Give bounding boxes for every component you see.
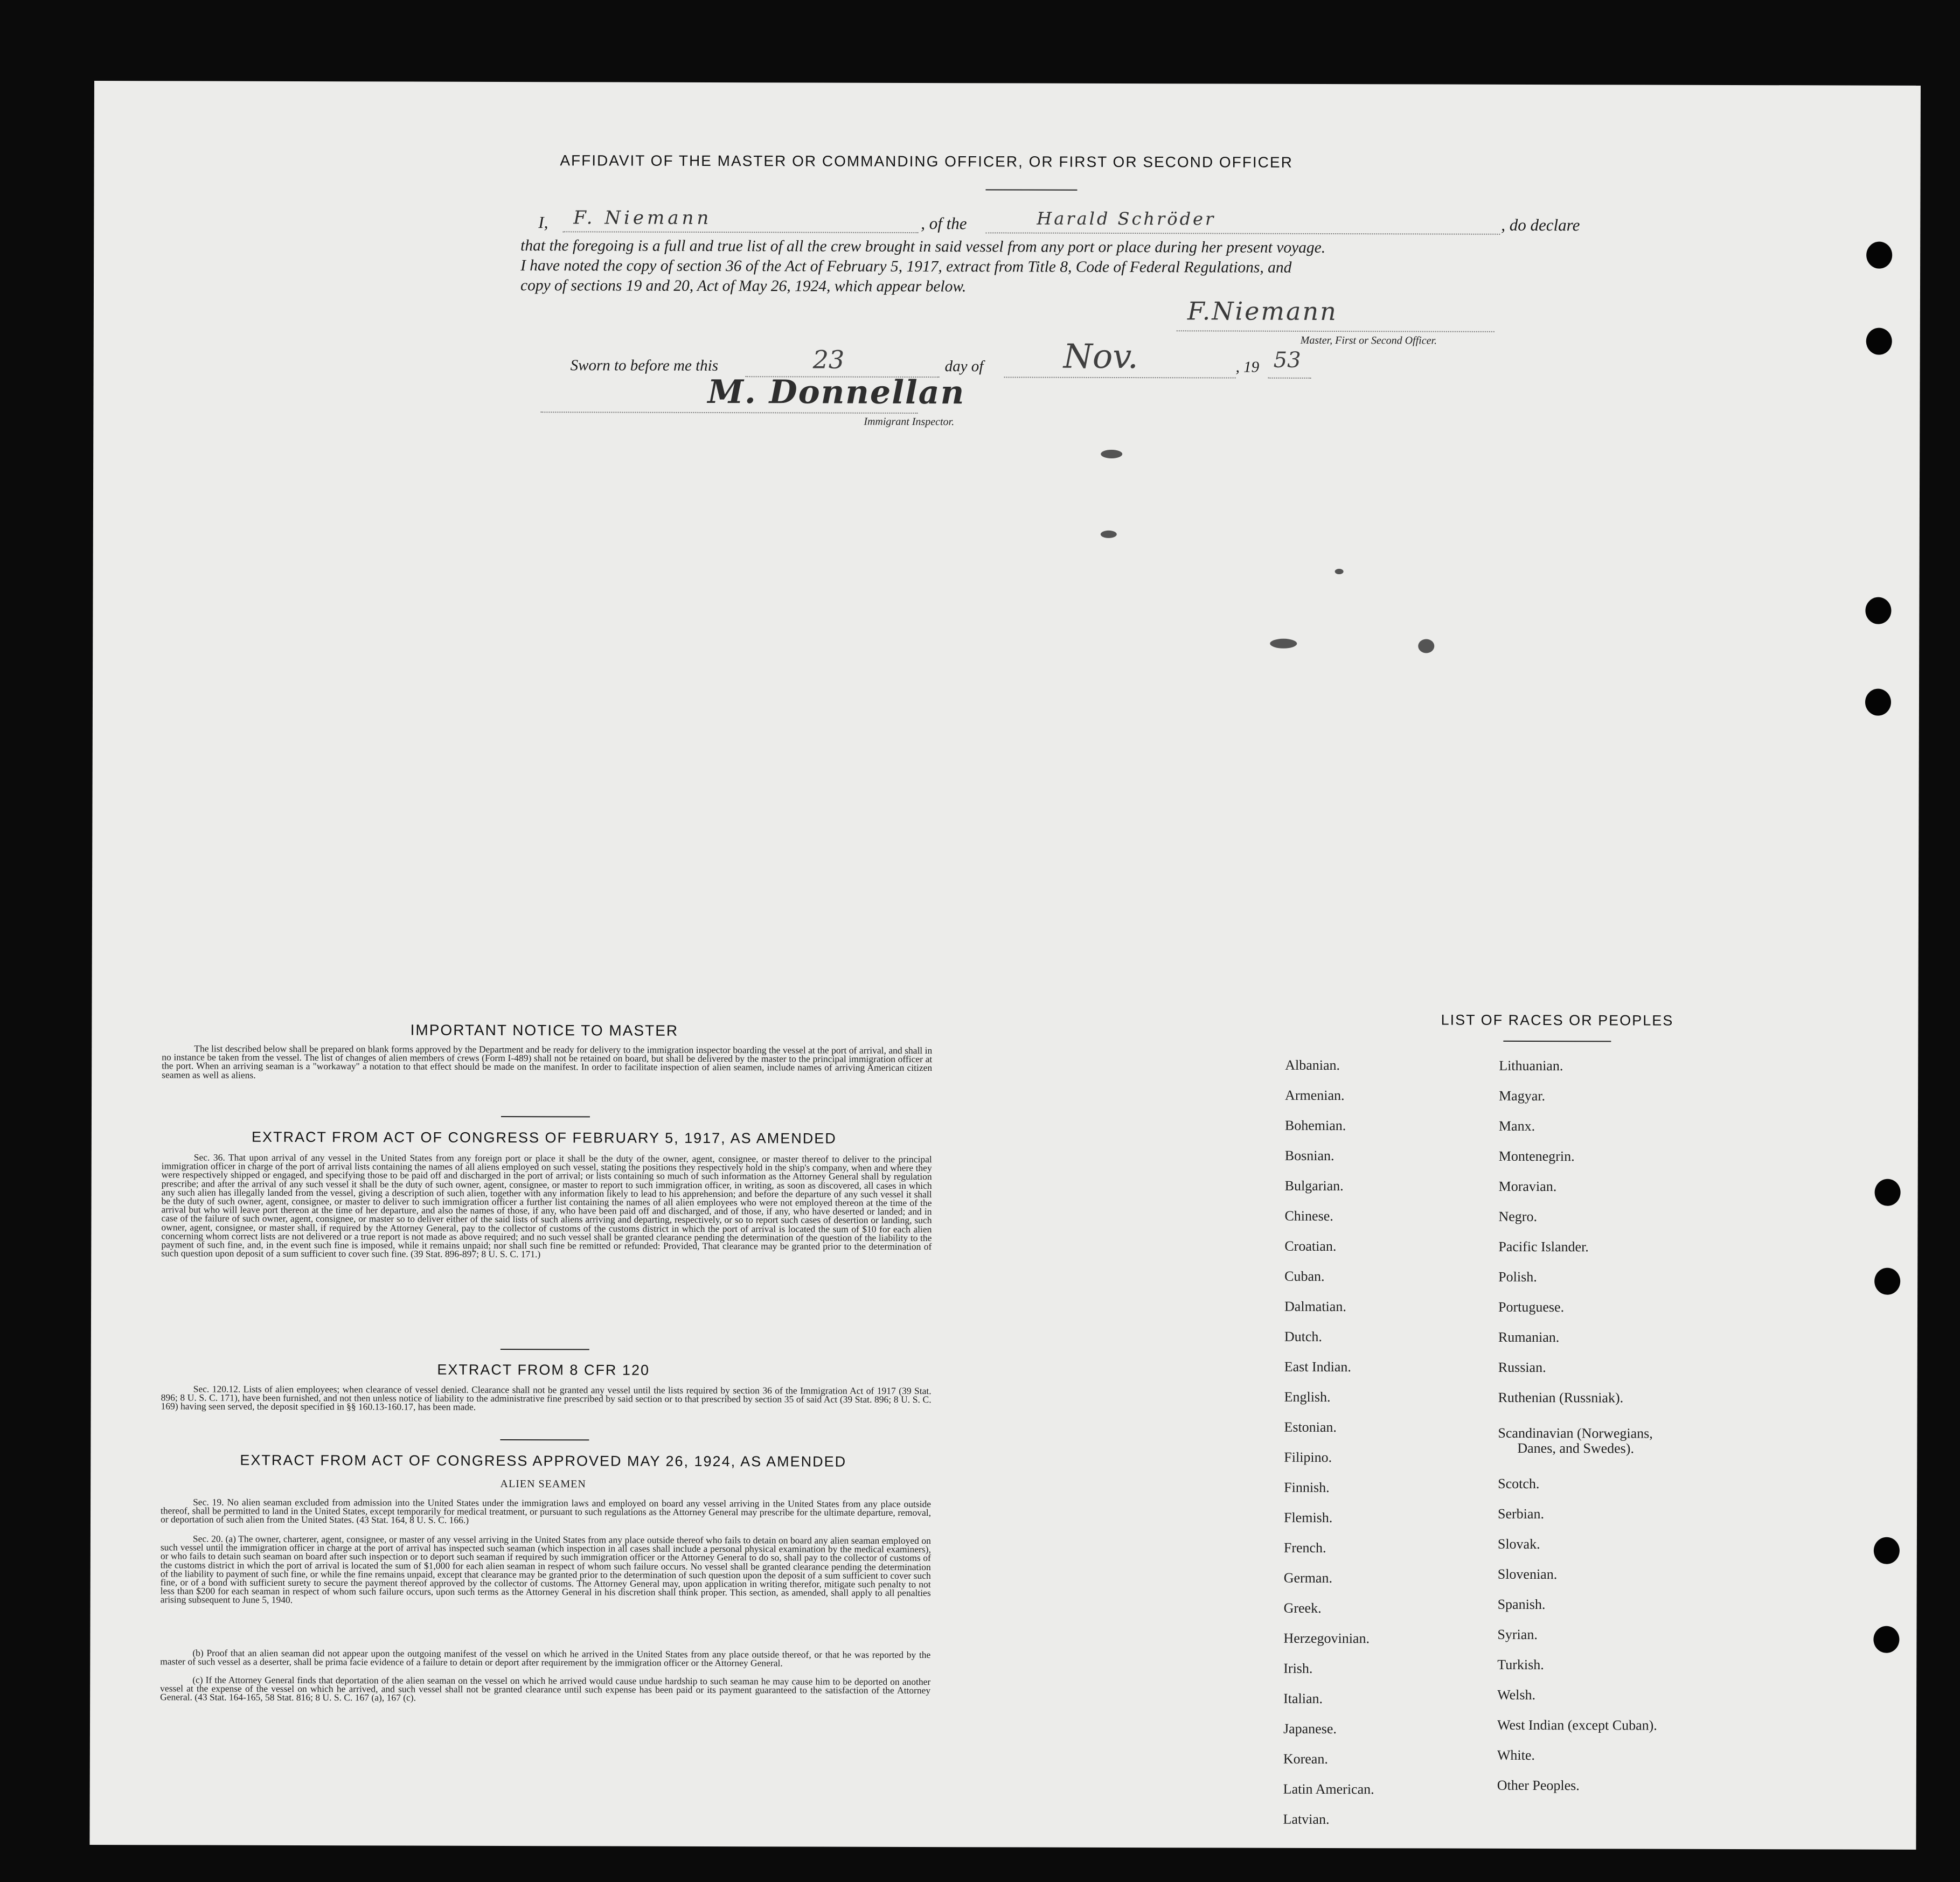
race-item: Cuban.: [1284, 1268, 1325, 1284]
sec20b-text: (b) Proof that an alien seaman did not appear upon the outgoing manifest of the vessel on which he arrived in the United States from any place outside thereof, or that he was reported by the master of such vessel as a deserter, shall be prima facie evidence of a failure to detain or deport after requirement by the immigration officer or the Attorney General.: [160, 1647, 931, 1669]
race-item: Croatian.: [1284, 1238, 1337, 1254]
race-item: Welsh.: [1497, 1686, 1536, 1703]
race-item: Bohemian.: [1284, 1117, 1346, 1134]
master-caption: Master, First or Second Officer.: [1300, 334, 1437, 347]
master-name-blank: [562, 231, 918, 233]
race-item: Ruthenian (Russniak).: [1498, 1389, 1624, 1406]
extract-1917-text: Sec. 36. That upon arrival of any vessel in the United States from any foreign port or place it shall be the duty of the owner, agent, consignee, or master thereof to deliver to the principal immigration officer in charge of the port of arrival lists containing the names of all aliens employed on such vessel, stating the positions they respectively hold in the ship's company, when and where they were respectively shipped or engaged, and specifying those to be paid off and discharged in the port of arrival; or lists containing so much of such information as the Attorney General shall by regulation prescribe; and after the arrival of any such vessel it shall be the duty of such owner, agent, consignee, or master to report to such immigration officer, in writing, as soon as discovered, all cases in which any such alien has illegally landed from the vessel, giving a description of such alien, together with any information likely to lead to his apprehension; and before the departure of any such vessel it shall be the duty of such owner, agent, consignee, or master to deliver to such immigration officer a further list containing the names of all alien employees who were not employed thereon at the time of the arrival but who will leave port thereon at the time of her departure, and also the names of those, if any, who have been paid off and discharged, and of those, if any, who have deserted or landed; and in case of the failure of such owner, agent, consignee, or master so to deliver either of the said lists of such aliens arriving and departing, respectively, or so to report such cases of desertion or landing, such owner, agent, consignee, or master shall, if required by the Attorney General, pay to the collector of customs of the customs district in which the port of arrival is located the sum of $10 for each alien concerning whom correct lists are not delivered or a true report is not made as above required; and no such vessel shall be granted clearance pending the determination of the question of the liability to the payment of such fine, and, in the event such fine is imposed, while it remains unpaid; nor shall such fine be remitted or refunded: Provided, That clearance may be granted prior to the determination of such question upon deposit of a sum sufficient to cover such fine. (39 Stat. 896-897; 8 U. S. C. 171.): [161, 1152, 932, 1260]
race-item: Serbian.: [1498, 1505, 1545, 1522]
punch-hole: [1865, 689, 1891, 716]
extract-cfr-title: EXTRACT FROM 8 CFR 120: [437, 1361, 650, 1378]
race-item: Montenegrin.: [1498, 1148, 1575, 1165]
year-blank: [1268, 378, 1311, 379]
race-item: Italian.: [1283, 1690, 1323, 1706]
ink-smudge: [1335, 569, 1344, 574]
divider: [501, 1349, 589, 1350]
race-item: Turkish.: [1497, 1656, 1544, 1673]
race-item: Scotch.: [1498, 1475, 1540, 1492]
race-item: Armenian.: [1285, 1087, 1345, 1104]
race-item: Slovak.: [1497, 1536, 1540, 1552]
race-item: Filipino.: [1284, 1449, 1332, 1466]
race-item: Flemish.: [1283, 1509, 1333, 1526]
race-item: Magyar.: [1499, 1088, 1546, 1104]
master-signature-line: [1177, 330, 1495, 332]
race-item: Chinese.: [1284, 1208, 1333, 1224]
race-item: East Indian.: [1284, 1358, 1351, 1375]
affidavit-body-line-1: that the foregoing is a full and true list of all the crew brought in said vessel from any port or place during her present voyage.: [520, 237, 1326, 256]
notice-title: IMPORTANT NOTICE TO MASTER: [410, 1021, 679, 1039]
races-title: LIST OF RACES OR PEOPLES: [1441, 1012, 1674, 1029]
race-item: Japanese.: [1283, 1720, 1337, 1737]
divider: [985, 189, 1077, 190]
extract-cfr-text: Sec. 120.12. Lists of alien employees; when clearance of vessel denied. Clearance shall not be granted any vessel until the lists required by section 36 of the Immigration Act of 1917 (39 Stat. 896; 8 U. S. C. 171), have been furnished, and not then unless notice of liability to the administrative fine prescribed by said section or to that prescribed by section 35 of said Act (39 Stat. 896; 8 U. S. C. 169) having seen served, the deposit specified in §§ 160.13-160.17, has been made.: [161, 1383, 932, 1413]
declare-prefix: I,: [538, 213, 548, 232]
ink-smudge: [1270, 639, 1297, 649]
race-item: Irish.: [1283, 1660, 1313, 1676]
race-item: Bosnian.: [1284, 1147, 1335, 1164]
race-item: Albanian.: [1285, 1057, 1340, 1074]
race-item: Slovenian.: [1497, 1566, 1558, 1583]
master-name: F. Niemann: [573, 207, 712, 229]
affidavit-body-line-2: I have noted the copy of section 36 of the Act of February 5, 1917, extract from Title 8, Code of Federal Regulations, and: [520, 257, 1292, 276]
race-item: Latin American.: [1283, 1781, 1374, 1797]
race-item: Herzegovinian.: [1283, 1630, 1370, 1647]
affidavit-title: AFFIDAVIT OF THE MASTER OR COMMANDING OFFICER, OR FIRST OR SECOND OFFICER: [560, 152, 1293, 171]
declare-suffix: , do declare: [1501, 215, 1580, 235]
punch-hole: [1865, 597, 1891, 624]
divider: [501, 1116, 590, 1117]
inspector-signature: M. Donnellan: [707, 373, 965, 412]
ink-smudge: [1101, 450, 1122, 458]
alien-seamen-subtitle: ALIEN SEAMEN: [500, 1477, 586, 1490]
day-of-label: day of: [944, 358, 984, 375]
race-item: Russian.: [1498, 1359, 1546, 1376]
race-item: Estonian.: [1284, 1419, 1337, 1435]
race-item: Greek.: [1283, 1600, 1322, 1616]
race-item: White.: [1497, 1747, 1535, 1763]
punch-hole: [1873, 1626, 1899, 1653]
vessel-name: Harald Schröder: [1037, 208, 1216, 229]
race-item: German.: [1283, 1570, 1333, 1586]
race-item: Manx.: [1498, 1118, 1535, 1134]
vessel-name-blank: [985, 232, 1500, 235]
race-item: Negro.: [1498, 1208, 1538, 1225]
extract-1917-title: EXTRACT FROM ACT OF CONGRESS OF FEBRUARY 5, 1917, AS AMENDED: [251, 1128, 837, 1147]
sworn-day: 23: [812, 345, 845, 374]
year-suffix: 53: [1273, 347, 1301, 373]
race-item: English.: [1284, 1389, 1331, 1405]
ink-smudge: [1418, 639, 1434, 653]
ink-smudge: [1101, 531, 1117, 538]
race-item: Rumanian.: [1498, 1329, 1560, 1346]
race-item: Dalmatian.: [1284, 1298, 1346, 1315]
punch-hole: [1866, 328, 1892, 355]
document-page: [89, 81, 1921, 1850]
race-item: Portuguese.: [1498, 1299, 1565, 1315]
sec20a-text: Sec. 20. (a) The owner, charterer, agent, consignee, or master of any vessel arriving in the United States from any place outside thereof who fails to detain on board any alien seaman employed on such vessel until the immigration officer in charge at the port of arrival has inspected such seaman (which inspection in all cases shall include a personal physical examination by the medical examiners), or who fails to detain such seaman on board after such inspection or to deport such seaman if required by such immigration officer or the Attorney General to do so, shall pay to the collector of customs of the customs district in which the port of arrival is located the sum of $1,000 for each alien seaman in respect of whom such failure occurs. No vessel shall be granted clearance pending the determination of the liability to payment of such fine, or while the fine remains unpaid, except that clearance may be granted prior to the determination of such question upon the deposit of a sum sufficient to cover such fine, or of a bond with sufficient surety to secure the payment thereof approved by the collector of customs. The Attorney General may, upon application in writing therefor, mitigate such penalty to not less than $200 for each seaman in respect of whom such failure occurs, upon such terms as the Attorney General in his discretion shall think proper. This section, as amended, shall apply to all penalties arising subsequent to June 5, 1940.: [160, 1533, 931, 1606]
race-item: Spanish.: [1497, 1596, 1546, 1613]
punch-hole: [1874, 1537, 1900, 1564]
master-signature: F.Niemann: [1187, 296, 1338, 326]
year-prefix: , 19: [1235, 358, 1260, 376]
inspector-signature-line: [540, 412, 918, 414]
punch-hole: [1866, 242, 1892, 269]
race-item: Bulgarian.: [1284, 1177, 1344, 1194]
race-item: Scandinavian (Norwegians,: [1498, 1425, 1653, 1441]
race-item: Moravian.: [1498, 1178, 1557, 1195]
of-the-label: , of the: [921, 214, 967, 233]
race-item: Pacific Islander.: [1498, 1238, 1589, 1255]
affidavit-body-line-3: copy of sections 19 and 20, Act of May 26, 1924, which appear below.: [520, 277, 967, 296]
extract-1924-title: EXTRACT FROM ACT OF CONGRESS APPROVED MAY 26, 1924, AS AMENDED: [240, 1452, 847, 1470]
race-item: Finnish.: [1284, 1479, 1330, 1496]
race-item: Syrian.: [1497, 1626, 1538, 1643]
inspector-caption: Immigrant Inspector.: [864, 415, 955, 428]
punch-hole: [1874, 1268, 1900, 1295]
divider: [1503, 1041, 1611, 1042]
race-item: Polish.: [1498, 1268, 1537, 1285]
race-item: Dutch.: [1284, 1328, 1322, 1344]
race-item: West Indian (except Cuban).: [1497, 1717, 1657, 1733]
race-item: Korean.: [1283, 1751, 1328, 1767]
race-item: French.: [1283, 1539, 1326, 1556]
sworn-label: Sworn to before me this: [570, 357, 719, 375]
divider: [500, 1439, 589, 1440]
sworn-month: Nov.: [1063, 336, 1138, 377]
punch-hole: [1875, 1179, 1901, 1206]
notice-text: The list described below shall be prepared on blank forms approved by the Department and be ready for delivery to the immigration inspector boarding the vessel at the port of arrival, and shall in no instance be taken from the vessel. The list of changes of alien members of crews (Form I-489) shall not be retained on board, but shall be delivered by the master to the principal immigration officer at the port. When an arriving seaman is a "workaway" a notation to that effect should be made on the manifest. In order to facilitate inspection of alien seamen, include names of arriving American citizen seamen as well as aliens.: [162, 1043, 933, 1081]
race-item: Danes, and Swedes).: [1517, 1440, 1635, 1456]
race-item: Lithuanian.: [1499, 1057, 1563, 1074]
race-item: Other Peoples.: [1497, 1777, 1580, 1794]
sworn-month-blank: [1004, 377, 1236, 378]
sec20c-text: (c) If the Attorney General finds that deportation of the alien seaman on the vessel on which he arrived would cause undue hardship to such seaman he may cause him to be deported on another vessel at the expense of the vessel on which he arrived, and such vessel shall not be granted clearance until such expense has been paid or its payment guaranteed to the satisfaction of the Attorney General. (43 Stat. 164-165, 58 Stat. 816; 8 U. S. C. 167 (a), 167 (c).: [160, 1674, 931, 1703]
race-item: Latvian.: [1283, 1811, 1330, 1828]
sec19-text: Sec. 19. No alien seaman excluded from admission into the United States under the immigration laws and employed on board any vessel arriving in the United States from any place outside thereof, shall be permitted to land in the United States, except temporarily for medical treatment, or pursuant to such regulations as the Attorney General may prescribe for the ultimate departure, removal, or deportation of such alien from the United States. (43 Stat. 164, 8 U. S. C. 166.): [160, 1496, 932, 1526]
